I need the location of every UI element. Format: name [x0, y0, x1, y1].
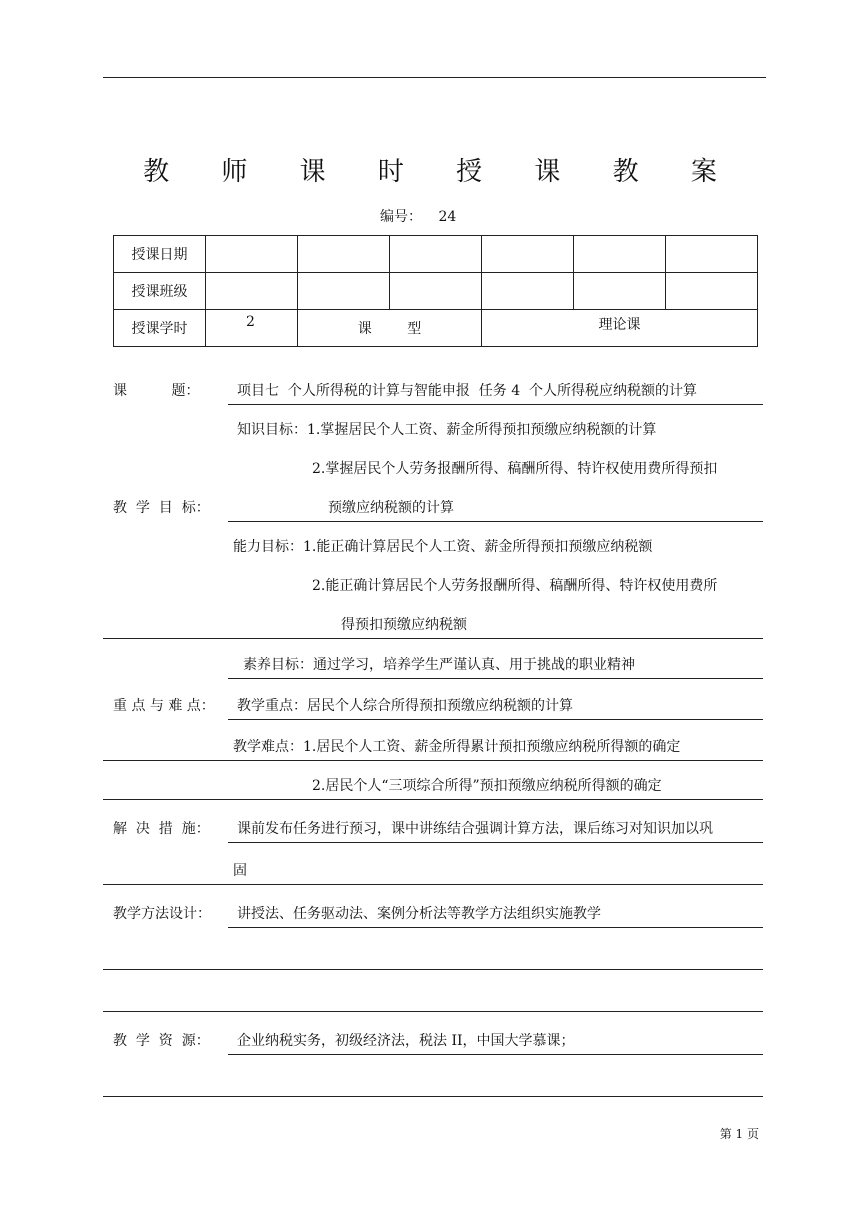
rule	[103, 884, 763, 885]
hours-value: 2	[206, 310, 298, 347]
objectives-ability-2b: 得预扣预缴应纳税额	[341, 617, 467, 633]
objectives-ability-2a: 2.能正确计算居民个人劳务报酬所得、稿酬所得、特许权使用费所	[312, 578, 718, 594]
table-cell	[666, 273, 758, 310]
row-label-date: 授课日期	[114, 236, 206, 273]
measures-text-a: 课前发布任务进行预习，课中讲练结合强调计算方法，课后练习对知识加以巩	[237, 821, 713, 837]
keypoints-label: 重 点 与 难 点：	[113, 698, 215, 714]
rule	[228, 678, 763, 679]
table-cell	[482, 236, 574, 273]
row-label-class: 授课班级	[114, 273, 206, 310]
course-type-value: 理论课	[482, 310, 758, 347]
keypoints-key: 教学重点：居民个人综合所得预扣预缴应纳税额的计算	[237, 698, 573, 714]
table-cell	[206, 273, 298, 310]
method-label: 教学方法设计：	[113, 906, 211, 922]
rule	[103, 1011, 763, 1012]
row-label-hours: 授课学时	[114, 310, 206, 347]
table-cell	[482, 273, 574, 310]
objectives-quality: 素养目标：通过学习，培养学生严谨认真、用于挑战的职业精神	[243, 657, 635, 673]
rule	[103, 969, 763, 970]
course-type-label	[298, 310, 482, 347]
table-cell	[206, 236, 298, 273]
table-cell	[298, 273, 390, 310]
method-text: 讲授法、任务驱动法、案例分析法等教学方法组织实施教学	[237, 906, 601, 922]
table-cell	[666, 236, 758, 273]
objectives-knowledge-2a: 2.掌握居民个人劳务报酬所得、稿酬所得、特许权使用费所得预扣	[312, 461, 718, 477]
rule	[103, 760, 763, 761]
rule	[103, 638, 763, 639]
table-cell	[574, 273, 666, 310]
rule	[103, 1096, 763, 1097]
course-type-label-text: 课 型	[357, 321, 422, 337]
table-cell	[574, 236, 666, 273]
rule	[228, 1054, 763, 1055]
page-number: 第 1 页	[719, 1127, 759, 1141]
measures-label: 解 决 措 施：	[113, 821, 210, 837]
table-cell	[298, 236, 390, 273]
rule	[228, 842, 763, 843]
objectives-knowledge-1: 知识目标：1.掌握居民个人工资、薪金所得预扣预缴应纳税额的计算	[237, 422, 657, 438]
number-label: 编号：	[380, 209, 422, 225]
objectives-label: 教 学 目 标：	[113, 500, 210, 516]
resources-label: 教 学 资 源：	[113, 1033, 210, 1049]
rule	[228, 404, 763, 405]
topic-text: 项目七 个人所得税的计算与智能申报 任务 4 个人所得税应纳税额的计算	[237, 383, 698, 399]
info-table	[113, 235, 758, 347]
objectives-ability-1: 能力目标：1.能正确计算居民个人工资、薪金所得预扣预缴应纳税额	[233, 539, 653, 555]
topic-label: 课 题：	[113, 383, 200, 399]
rule	[228, 719, 763, 720]
objectives-knowledge-2b: 预缴应纳税额的计算	[328, 500, 454, 516]
keypoints-difficult-1: 教学难点：1.居民个人工资、薪金所得累计预扣预缴应纳税所得额的确定	[233, 739, 681, 755]
table-row	[114, 236, 758, 273]
page-title: 教 师 课 时 授 课 教 案	[143, 157, 739, 187]
table-row	[114, 310, 758, 347]
number-value: 24	[438, 209, 457, 225]
rule	[228, 927, 763, 928]
measures-text-b: 固	[233, 863, 247, 879]
table-cell	[390, 236, 482, 273]
header-rule	[103, 77, 766, 78]
resources-text: 企业纳税实务，初级经济法，税法 II，中国大学慕课；	[237, 1033, 575, 1049]
rule	[228, 521, 763, 522]
table-row	[114, 273, 758, 310]
table-cell	[390, 273, 482, 310]
keypoints-difficult-2: 2.居民个人“三项综合所得”预扣预缴应纳税所得额的确定	[312, 778, 662, 794]
rule	[103, 799, 763, 800]
document-number	[380, 209, 456, 225]
